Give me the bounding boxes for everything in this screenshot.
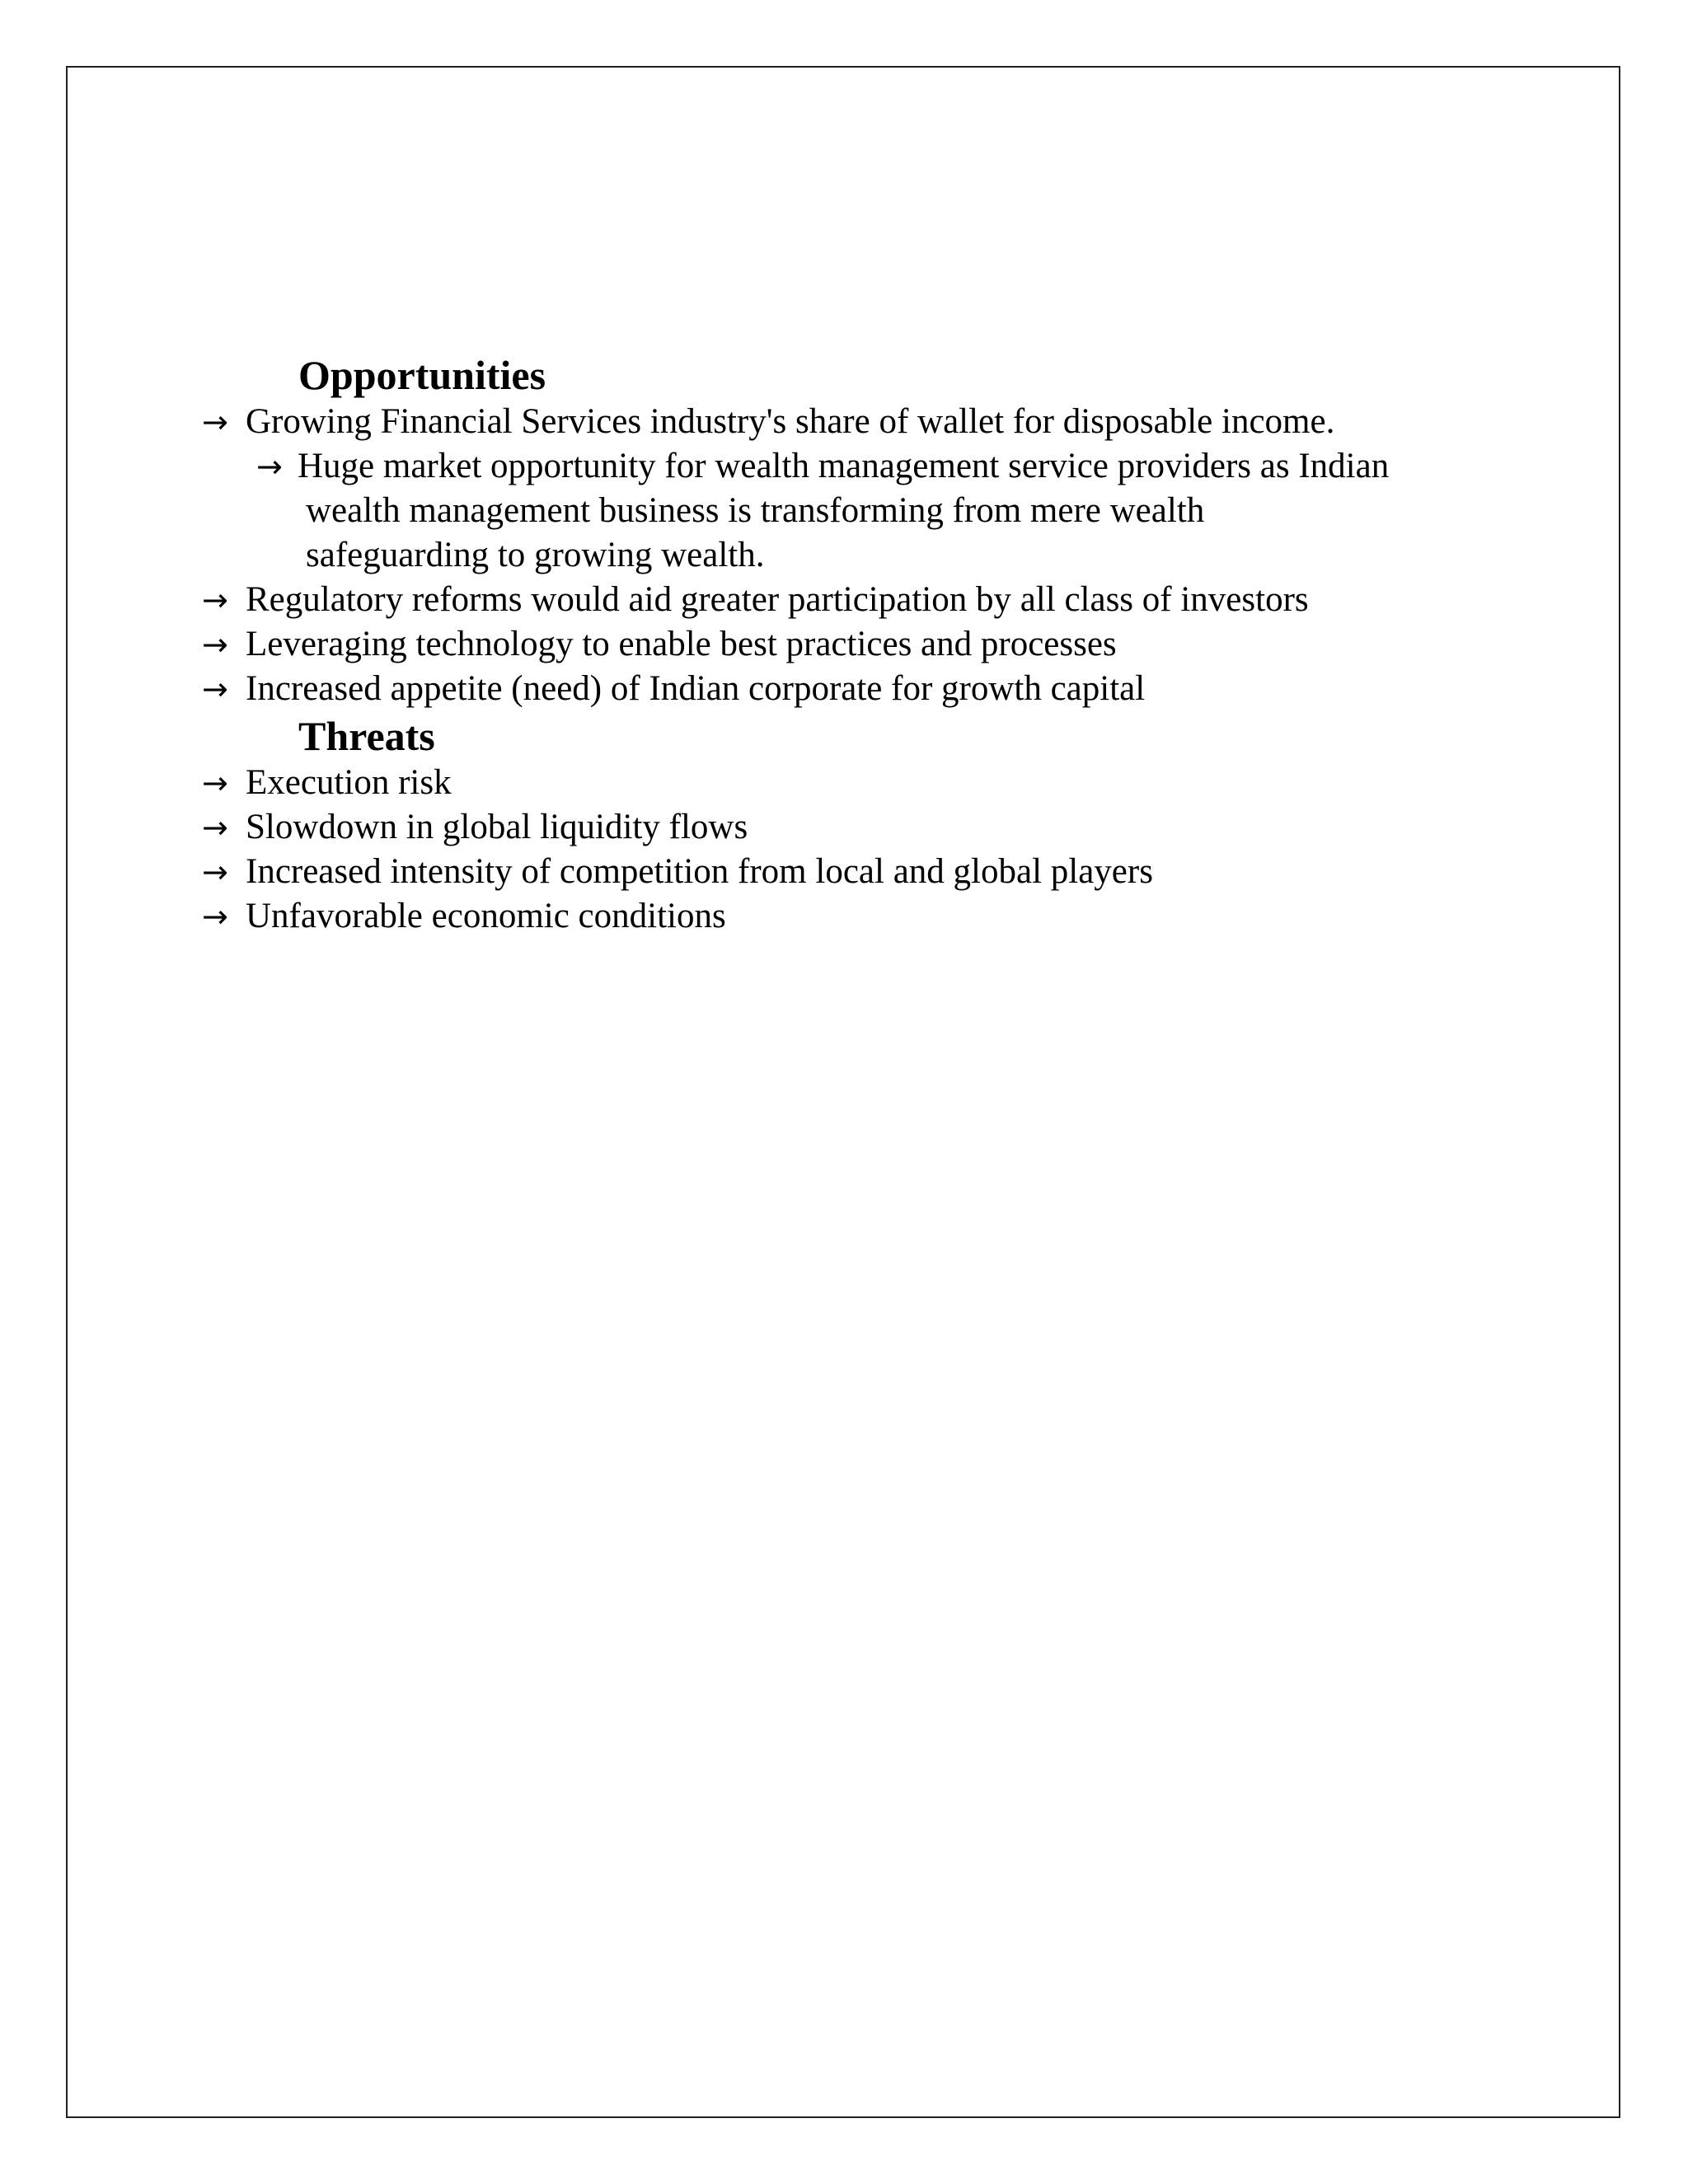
opportunity-text: Growing Financial Services industry's share of wallet for disposable income. (246, 402, 1335, 441)
arrow-right-icon: → (202, 404, 228, 440)
opportunity-subitem (256, 444, 1509, 578)
opportunity-text: Regulatory reforms would aid greater participation by all class of investors (246, 580, 1309, 619)
opportunity-item (202, 400, 1521, 444)
swot-content (202, 350, 1521, 939)
arrow-right-icon: → (202, 671, 228, 707)
opportunity-item (202, 667, 1521, 711)
opportunity-text-continuation: wealth management business is transforming from mere wealth (306, 491, 1205, 530)
threat-text: Increased intensity of competition from local and global players (246, 852, 1153, 891)
threat-text: Execution risk (246, 763, 452, 802)
arrow-right-icon: → (202, 765, 228, 801)
threats-heading: Threats (298, 713, 435, 759)
arrow-right-icon: → (202, 809, 228, 846)
arrow-right-icon: → (256, 448, 283, 485)
opportunity-text-continuation: safeguarding to growing wealth. (306, 536, 765, 574)
opportunities-heading: Opportunities (298, 352, 546, 398)
threat-text: Slowdown in global liquidity flows (246, 808, 748, 846)
arrow-right-icon: → (202, 626, 228, 663)
opportunity-text: Leveraging technology to enable best practices and processes (246, 625, 1117, 663)
arrow-right-icon: → (202, 898, 228, 935)
threat-item (202, 850, 1521, 894)
arrow-right-icon: → (202, 854, 228, 890)
threat-item (202, 805, 1521, 850)
opportunity-item (202, 578, 1521, 622)
opportunity-item (202, 622, 1521, 667)
opportunity-text: Huge market opportunity for wealth management service providers as Indian (298, 447, 1390, 485)
threat-item (202, 761, 1521, 805)
arrow-right-icon: → (202, 582, 228, 618)
threat-item (202, 894, 1521, 939)
opportunity-text: Increased appetite (need) of Indian corporate for growth capital (246, 669, 1146, 708)
threat-text: Unfavorable economic conditions (246, 897, 726, 935)
